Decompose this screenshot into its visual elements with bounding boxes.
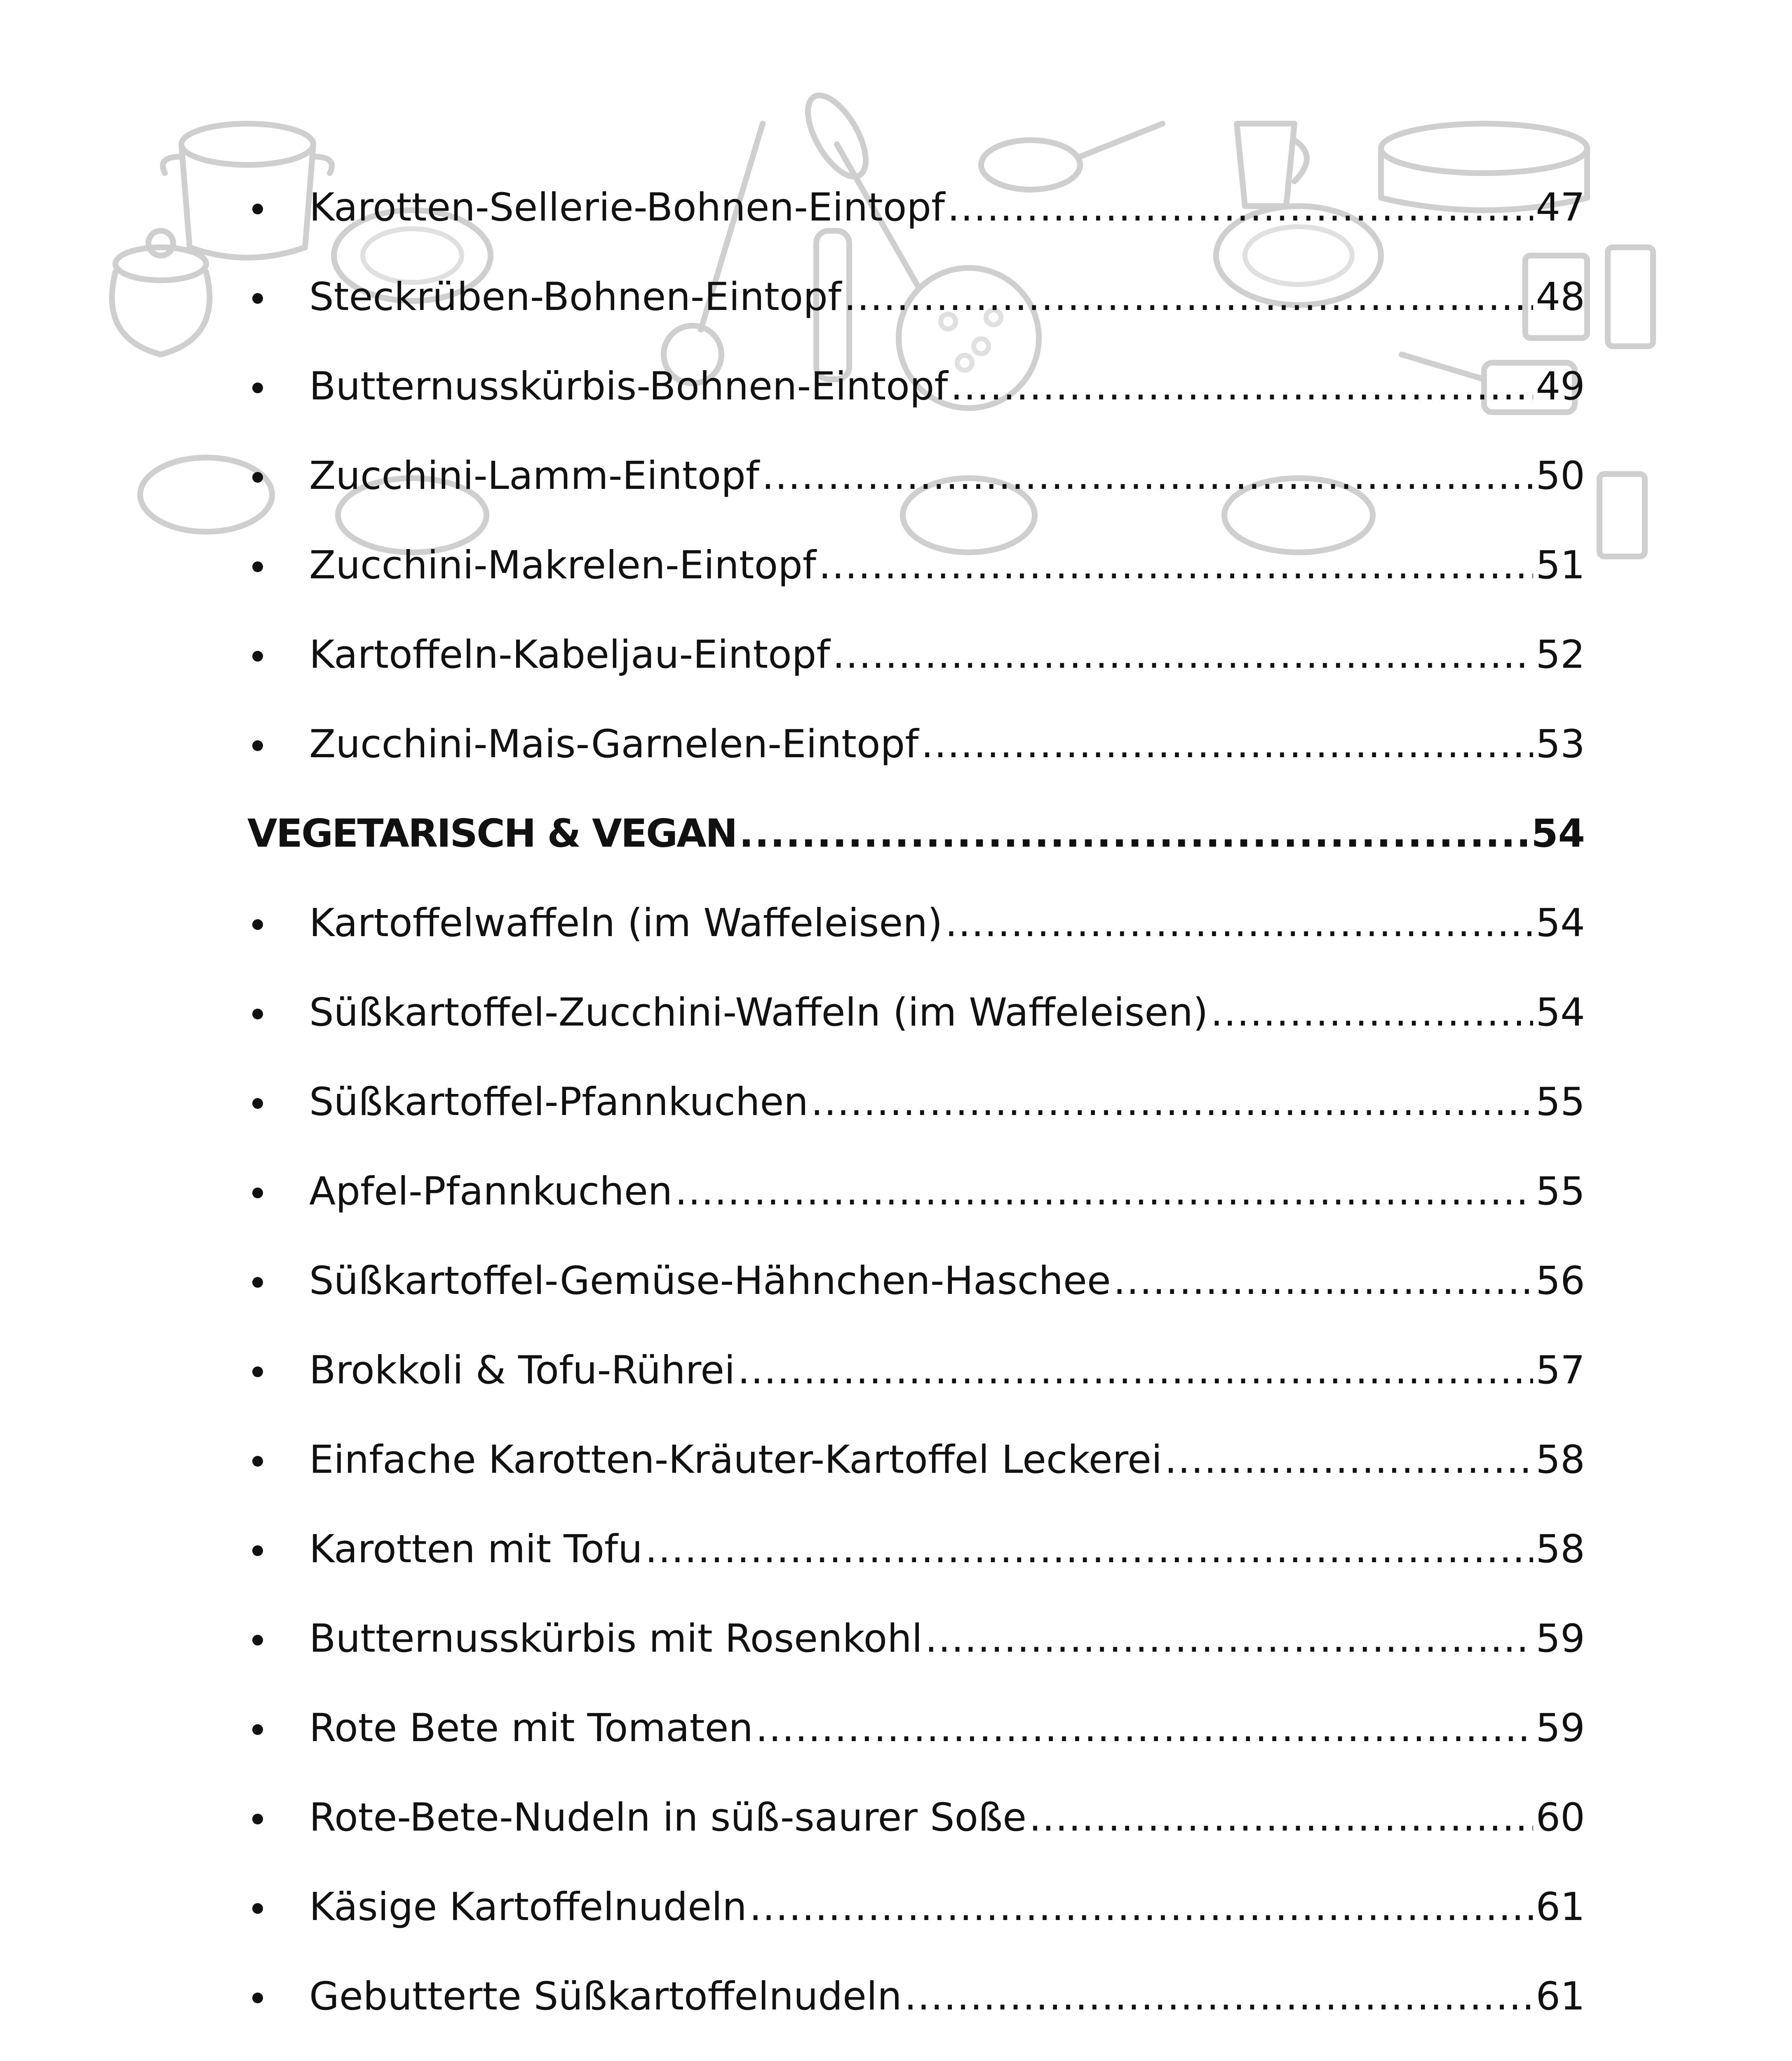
toc-entry-title: Zucchini-Makrelen-Eintopf bbox=[309, 542, 816, 588]
toc-entry-page: 55 bbox=[1536, 1079, 1585, 1124]
dot-leader bbox=[749, 1888, 1534, 1927]
toc-entry-page: 50 bbox=[1536, 453, 1585, 498]
toc-entry-title: Brokkoli & Tofu-Rührei bbox=[309, 1347, 735, 1393]
bullet-icon bbox=[247, 2041, 309, 2061]
bullet-icon bbox=[247, 1147, 309, 1236]
section-heading-title: VEGETARISCH & VEGAN bbox=[247, 811, 737, 856]
bullet-icon bbox=[247, 1236, 309, 1326]
toc-entry[interactable] bbox=[247, 342, 1585, 431]
toc-entry-page: 61 bbox=[1536, 1974, 1585, 2019]
toc-entry-title: Rote-Bete-Nudeln in süß-saurer Soße bbox=[309, 1795, 1027, 1840]
bullet-icon bbox=[247, 968, 309, 1057]
bullet-icon bbox=[247, 1862, 309, 1952]
toc-entry[interactable] bbox=[247, 2041, 1585, 2061]
bullet-icon bbox=[247, 610, 309, 700]
bullet-icon bbox=[247, 1594, 309, 1683]
dot-leader bbox=[1211, 993, 1534, 1032]
toc-entry-page: 61 bbox=[1536, 1884, 1585, 1930]
bullet-icon bbox=[247, 1415, 309, 1505]
toc-entry[interactable] bbox=[247, 1415, 1585, 1505]
toc-entry[interactable] bbox=[247, 521, 1585, 610]
toc-entry-title: Süßkartoffel-Gemüse-Hähnchen-Haschee bbox=[309, 1258, 1111, 1303]
toc-entry-title: Butternusskürbis-Bohnen-Eintopf bbox=[309, 364, 948, 409]
toc-entry[interactable] bbox=[247, 252, 1585, 342]
toc-entry-title: Zucchini-Lamm-Eintopf bbox=[309, 453, 759, 498]
toc-entry-page: 51 bbox=[1536, 542, 1585, 588]
table-of-contents bbox=[247, 163, 1585, 2061]
bullet-icon bbox=[247, 1057, 309, 1147]
section-heading-page: 54 bbox=[1531, 811, 1585, 856]
dot-leader bbox=[675, 1172, 1533, 1211]
dot-leader bbox=[925, 1620, 1534, 1658]
toc-entry-page: 59 bbox=[1536, 1705, 1585, 1751]
toc-entry-title: Karotten-Sellerie-Bohnen-Eintopf bbox=[309, 185, 945, 230]
toc-entry[interactable] bbox=[247, 1147, 1585, 1236]
toc-entry-title: Steckrüben-Bohnen-Eintopf bbox=[309, 274, 842, 319]
dot-leader bbox=[819, 546, 1534, 585]
toc-entry[interactable] bbox=[247, 700, 1585, 789]
toc-entry[interactable] bbox=[247, 1236, 1585, 1326]
bullet-icon bbox=[247, 521, 309, 610]
toc-section-heading[interactable] bbox=[247, 789, 1585, 878]
toc-entry[interactable] bbox=[247, 431, 1585, 521]
toc-entry[interactable] bbox=[247, 1862, 1585, 1952]
toc-entry[interactable] bbox=[247, 1505, 1585, 1594]
toc-entry[interactable] bbox=[247, 610, 1585, 700]
toc-entry-page: 58 bbox=[1536, 1526, 1585, 1572]
dot-leader bbox=[904, 1977, 1534, 2016]
dot-leader bbox=[756, 1709, 1534, 1748]
toc-entry-page: 48 bbox=[1536, 274, 1585, 319]
toc-entry-title: Butternusskürbis mit Rosenkohl bbox=[309, 1616, 923, 1661]
toc-entry-page: 52 bbox=[1536, 632, 1585, 677]
bullet-icon bbox=[247, 700, 309, 789]
toc-entry-page: 49 bbox=[1536, 364, 1585, 409]
toc-entry-page: 58 bbox=[1536, 1437, 1585, 1482]
toc-entry-title: Einfache Karotten-Kräuter-Kartoffel Leckerei bbox=[309, 1437, 1163, 1482]
toc-entry-title: Zucchini-Mais-Garnelen-Eintopf bbox=[309, 721, 919, 767]
grater-icon bbox=[1608, 247, 1653, 346]
dot-leader bbox=[739, 815, 1529, 853]
bullet-icon bbox=[247, 342, 309, 431]
toc-entry-title: Süßkartoffel-Zucchini-Waffeln (im Waffeleisen) bbox=[309, 990, 1208, 1035]
toc-entry-page: 55 bbox=[1536, 1169, 1585, 1214]
toc-entry-title: Kartoffeln-Kabeljau-Eintopf bbox=[309, 632, 830, 677]
dot-leader bbox=[945, 904, 1533, 943]
bullet-icon bbox=[247, 1773, 309, 1862]
dot-leader bbox=[762, 457, 1533, 495]
toc-entry[interactable] bbox=[247, 968, 1585, 1057]
toc-entry-title: Rote Bete mit Tomaten bbox=[309, 1705, 753, 1751]
bullet-icon bbox=[247, 252, 309, 342]
toc-entry[interactable] bbox=[247, 1952, 1585, 2041]
toc-entry-page: 59 bbox=[1536, 1616, 1585, 1661]
toc-entry[interactable] bbox=[247, 163, 1585, 252]
bullet-icon bbox=[247, 878, 309, 968]
bullet-icon bbox=[247, 431, 309, 521]
dot-leader bbox=[1113, 1262, 1534, 1300]
dot-leader bbox=[921, 725, 1533, 764]
dot-leader bbox=[811, 1083, 1534, 1122]
toc-entry-title: Kartoffelwaffeln (im Waffeleisen) bbox=[309, 900, 943, 946]
bullet-icon bbox=[247, 1326, 309, 1415]
toc-entry-page: 47 bbox=[1536, 185, 1585, 230]
toc-entry[interactable] bbox=[247, 1683, 1585, 1773]
bullet-icon bbox=[247, 1505, 309, 1594]
toc-entry[interactable] bbox=[247, 1773, 1585, 1862]
toc-entry-page: 57 bbox=[1536, 1347, 1585, 1393]
dot-leader bbox=[645, 1530, 1534, 1569]
dot-leader bbox=[951, 367, 1534, 406]
dot-leader bbox=[1165, 1441, 1533, 1479]
toc-entry-title: Gebutterte Süßkartoffelnudeln bbox=[309, 1974, 902, 2019]
toc-entry[interactable] bbox=[247, 1594, 1585, 1683]
toc-entry[interactable] bbox=[247, 1057, 1585, 1147]
toc-entry-title: Süßkartoffel-Pfannkuchen bbox=[309, 1079, 808, 1124]
toc-entry-title: Käsige Kartoffelnudeln bbox=[309, 1884, 747, 1930]
toc-entry-page: 56 bbox=[1536, 1258, 1585, 1303]
toc-entry-page: 54 bbox=[1536, 900, 1585, 946]
dot-leader bbox=[832, 636, 1533, 674]
toc-entry[interactable] bbox=[247, 1326, 1585, 1415]
toc-entry-page: 53 bbox=[1536, 721, 1585, 767]
bullet-icon bbox=[247, 163, 309, 252]
toc-entry-title: Karotten mit Tofu bbox=[309, 1526, 643, 1572]
toc-entry-page: 54 bbox=[1536, 990, 1585, 1035]
toc-entry-title: Apfel-Pfannkuchen bbox=[309, 1169, 673, 1214]
dot-leader bbox=[947, 188, 1533, 227]
dot-leader bbox=[737, 1351, 1533, 1390]
dot-leader bbox=[844, 278, 1533, 317]
toc-entry-page: 60 bbox=[1536, 1795, 1585, 1840]
bullet-icon bbox=[247, 1952, 309, 2041]
dot-leader bbox=[1029, 1798, 1533, 1837]
toc-entry[interactable] bbox=[247, 878, 1585, 968]
bullet-icon bbox=[247, 1683, 309, 1773]
